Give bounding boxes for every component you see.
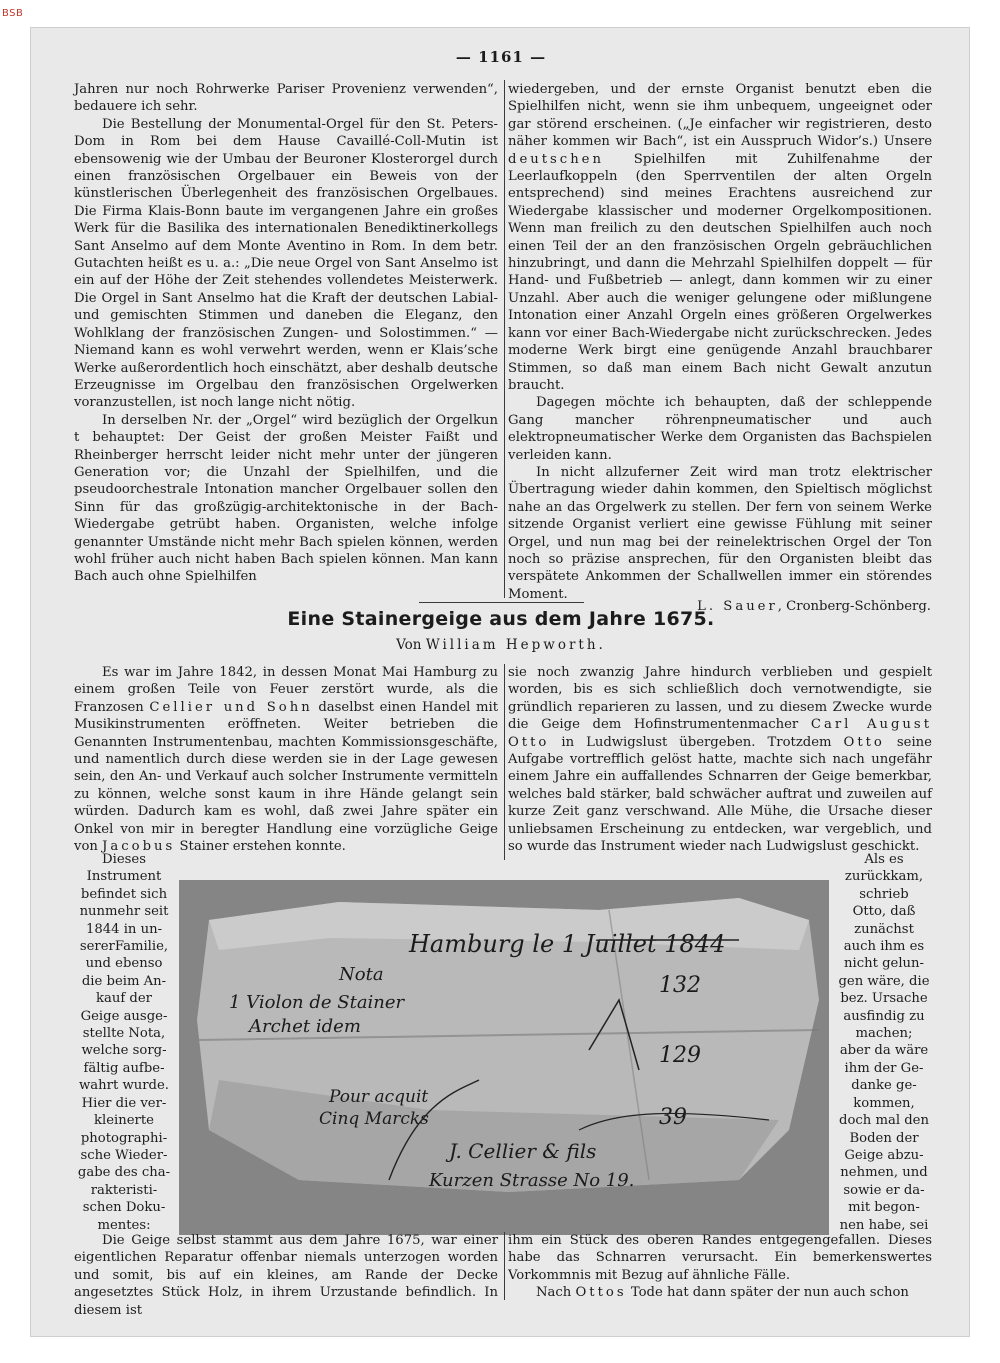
receipt-photograph <box>179 880 829 1235</box>
upper-left-column <box>74 81 498 586</box>
section-separator <box>419 602 584 603</box>
article-left-column <box>74 664 498 855</box>
receipt-amount: 39 <box>659 1105 687 1130</box>
photo-left-caption: Dieses Instrument befindet sich nunmehr seit 1844 in un- sererFamilie, und ebenso die beim An- kauf der Geige ausge- stellte Nota, welche sorg- fältig aufbe- wahrt wurde. Hier die ver- kleinerte photographi- sche Wieder- gabe des cha- rakteristi- schen Doku- mentes: <box>77 852 171 1233</box>
receipt-date-line: Hamburg le 1 Juillet 1844 <box>409 930 726 958</box>
article-bottom-right <box>508 1232 932 1302</box>
article-right-column <box>508 664 932 855</box>
column-divider <box>504 664 505 860</box>
article-title: Eine Stainergeige aus dem Jahre 1675. <box>287 608 715 630</box>
receipt-image <box>179 880 829 1235</box>
receipt-amount: 132 <box>659 973 701 998</box>
paragraph: Dagegen möchte ich behaupten, daß der schleppende Gang mancher röhrenpneumatischer und auch elektropneumatischer Werke dem Organisten das Bachspielen verleiden kann. <box>508 395 932 463</box>
paragraph: sie noch zwanzig Jahre hindurch verblieben und gespielt worden, bis es sich schließlich doch vernotwendigte, sie gründlich reparieren zu lassen, und zu diesem Zwecke wurde die Geige dem Hofinstrumentenmacher Carl August Otto in Ludwigslust übergeben. Trotzdem Otto seine Aufgabe vortrefflich gelöst hatte, machte sich nach ungefähr einem Jahre ein auffallendes Schnarren der Geige bemerkbar, welches bald stärker, bald schwächer auftrat und zuweilen auf kurze Zeit ganz verschwand. Alle Mühe, die Ursache dieser unliebsamen Erscheinung zu entdecken, war vergeblich, und so wurde das Instrument wieder nach Ludwigslust geschickt. <box>508 665 932 855</box>
receipt-item-bow: Archet idem <box>249 1016 361 1037</box>
column-divider <box>504 1232 505 1300</box>
library-watermark: BSB <box>2 8 24 19</box>
receipt-heading: Nota <box>339 964 384 985</box>
receipt-amount: 129 <box>659 1043 701 1068</box>
column-divider <box>504 80 505 598</box>
paragraph: Die Geige selbst stammt aus dem Jahre 1675, war einer eigentlichen Reparatur offenbar niemals unterzogen worden und somit, bis auf ein kleines, am Rande der Decke angesetztes Stück Holz, in ihrem Urzustande befindlich. In diesem ist <box>74 1233 498 1318</box>
page-number: — 1161 — <box>455 48 547 66</box>
paragraph: Nach Ottos Tode hat dann später der nun auch schon <box>536 1285 909 1301</box>
article-bottom-left <box>74 1232 498 1319</box>
paragraph: Jahren nur noch Rohrwerke Pariser Provenienz verwenden“, bedauere ich sehr. <box>74 82 498 115</box>
paragraph: In nicht allzuferner Zeit wird man trotz elektrischer Übertragung wieder dahin kommen, den Spieltisch möglichst nahe an das Orgelwerk zu stellen. Der fern von seinem Werke sitzende Organist verliert eine gewisse Fühlung mit seiner Orgel, und nun mag bei der reinelektrischen Orgel der Ton noch so präzise ansprechen, für den Organisten bleibt das verspätete Ankommen der Schallwellen immer ein störendes Moment. <box>508 464 932 602</box>
paragraph: wiedergeben, und der ernste Organist benutzt eben die Spielhilfen nicht, wenn sie ihm unbequem, ungeeignet oder gar störend erscheinen. („Je einfacher wir registrieren, desto näher kommen wir Bach“, ist ein Ausspruch Widor’s.) Unsere deutschen Spielhilfen mit Zuhilfenahme der Leerlaufkoppeln (den Sperrventilen der alten Orgeln entsprechend) sind meines Erachtens ausreichend zur Wiedergabe klassischer und moderner Orgelkompositionen. Wenn man freilich zu den deutschen Spielhilfen auch noch einen Teil der an den französischen Orgeln gebräuchlichen hinzubringt, und dann die Mehrzahl Spielhilfen doppelt — für Hand- und Fußbetrieb — anlegt, dann kommen wir zu einer Unzahl. Aber auch die weniger gelungene oder mißlungene Intonation einer Anzahl Orgeln eines größeren Orgelwerkes kann vor einer Bach-Wiedergabe nicht zurückschrecken. Jedes moderne Werk birgt eine genügende Anzahl brauchbarer Stimmen, so daß man einem Bach nicht Gewalt anzutun braucht. <box>508 82 932 393</box>
receipt-acquit-line: Pour acquit <box>329 1087 429 1107</box>
receipt-sum-line: Cinq Marcks <box>319 1109 429 1129</box>
photo-right-text: Als es zurückkam, schrieb Otto, daß zunächst auch ihm es nicht gelun- gen wäre, die bez. Ursache ausfindig zu machen; aber da wäre ihm der Ge- danke ge- kommen, doch mal den Boden der Geige abzu- nehmen, und sowie er da- mit begon- nen habe, sei <box>838 852 930 1233</box>
paragraph: ihm ein Stück des oberen Randes entgegengefallen. Dieses habe das Schnarren verursacht. Ein bemerkenswertes Vorkommnis mit Bezug auf ähnliche Fälle. <box>508 1233 932 1283</box>
upper-right-column <box>508 81 932 603</box>
paragraph: In derselben Nr. der „Orgel“ wird bezüglich der Orgelkun t behauptet: Der Geist der großen Meister Faißt und Rheinberger herrscht leider nicht mehr unter der jüngeren Generation vor; die Unzahl der Spielhilfen, und die pseudoorchestrale Intonation mancher Orgelbauer sollen den Sinn für das großzügig-architektonische in der Bach-Wiedergabe getrübt haben. Organisten, welche infolge genannter Umstände nicht mehr Bach spielen können, werden wohl früher auch nicht haben Bach spielen können. Man kann Bach auch ohne Spielhilfen <box>74 412 498 585</box>
receipt-item-violin: 1 Violon de Stainer <box>229 992 405 1013</box>
signature: L. Sauer, Cronberg-Schönberg. <box>697 599 931 614</box>
article-byline: Von William Hepworth. <box>396 637 606 653</box>
paragraph: Die Bestellung der Monumental-Orgel für den St. Peters-Dom in Rom bei dem Hause Cavaillé-Coll-Mutin ist ebensowenig wie der Umbau der Beuroner Klosterorgel durch einen französischen Orgelbauer ein Beweis von der künstlerischen Überlegenheit des französischen Orgelbaues. Die Firma Klais-Bonn baute im vergangenen Jahre ein großes Werk für die Basilika des internationalen Benediktinerkollegs Sant Anselmo auf dem Monte Aventino in Rom. In dem betr. Gutachten heißt es u. a.: „Die neue Orgel von Sant Anselmo ist ein auf der Höhe der Zeit stehendes vollendetes Meisterwerk. Die Orgel in Sant Anselmo hat die Kraft der deutschen Labial- und gemischten Stimmen und daneben die Eleganz, den Wohlklang der französischen Zungen- und Solostimmen.“ — Niemand kann es wohl verwehrt werden, wenn er Klais’sche Werke außerordentlich hoch einschätzt, aber deshalb deutsche Erzeugnisse im Orgelbau den französischen Orgelwerken voranzustellen, ist noch lange nicht nötig. <box>74 116 498 411</box>
receipt-seller-signature: J. Cellier & fils <box>449 1139 597 1163</box>
scanned-page <box>30 27 970 1337</box>
receipt-seller-address: Kurzen Strasse No 19. <box>429 1170 635 1191</box>
paragraph: Es war im Jahre 1842, in dessen Monat Mai Hamburg zu einem großen Teile von Feuer zerstört wurde, als die Franzosen Cellier und Sohn daselbst einen Handel mit Musikinstrumenten eröffneten. Weiter betrieben die Genannten Instrumentenbau, machten Kommissionsgeschäfte, und namentlich durch diese werden sie in der Lage gewesen sein, den An- und Verkauf auch solcher Instrumente vermitteln zu können, welche sonst kaum in ihre Hände gelangt sein würden. Dadurch kam es wohl, daß zwei Jahre später ein Onkel von mir in beregter Handlung eine vorzügliche Geige von Jacobus Stainer erstehen konnte. <box>74 665 498 855</box>
